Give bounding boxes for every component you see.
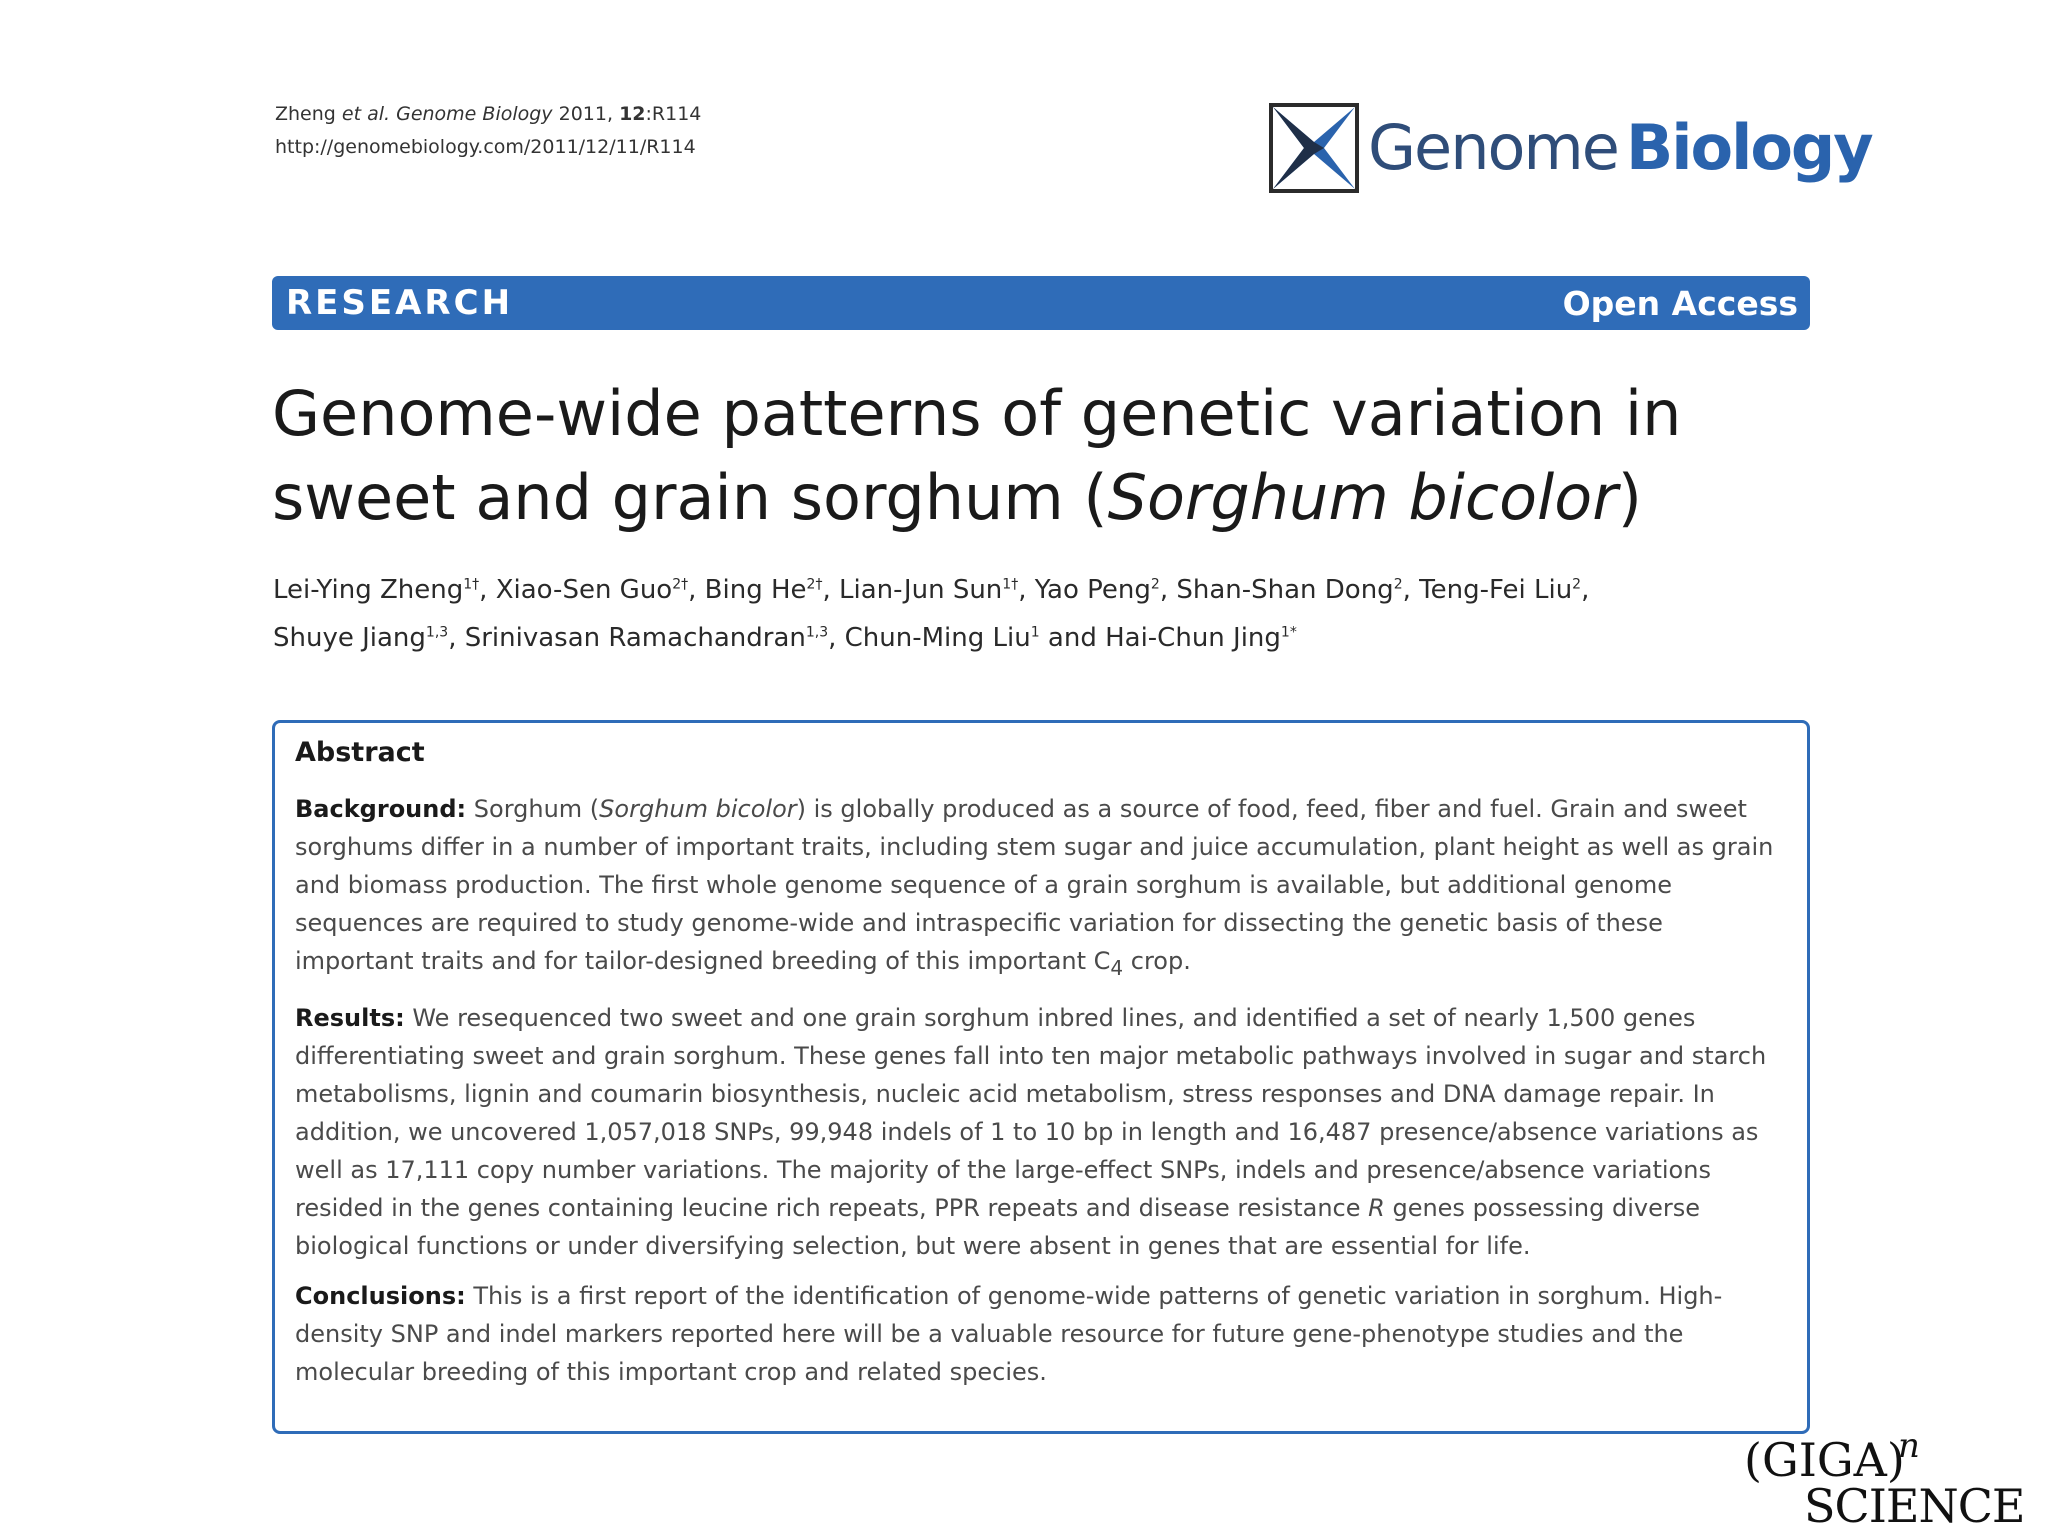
- author-name: Bing He: [704, 575, 807, 605]
- author-name: Xiao-Sen Guo: [495, 575, 673, 605]
- results-label: Results:: [295, 1003, 405, 1032]
- author-name: Yao Peng: [1034, 575, 1151, 605]
- title-close: ): [1617, 461, 1642, 534]
- citation-etal: et al.: [341, 103, 391, 125]
- open-access-label: Open Access: [1562, 283, 1798, 323]
- abstract-background: [295, 790, 1789, 987]
- author-name: Srinivasan Ramachandran: [464, 623, 806, 653]
- citation-line: [275, 98, 701, 131]
- watermark-line2: SCIENCE: [1804, 1479, 2025, 1533]
- citation-year: 2011,: [558, 103, 614, 125]
- author-name: Lian-Jun Sun: [838, 575, 1003, 605]
- author-name: Hai-Chun Jing: [1105, 623, 1281, 653]
- author-affiliation: 1,3: [805, 624, 829, 641]
- abstract-conclusions: [295, 1277, 1789, 1391]
- citation-article: :R114: [645, 103, 702, 125]
- citation-volume: 12: [619, 103, 646, 125]
- author-affiliation: 2: [1393, 576, 1403, 593]
- abstract-heading: Abstract: [295, 737, 425, 768]
- citation-block: [275, 98, 701, 164]
- paper-title: [272, 372, 1832, 540]
- author-list: Lei-Ying Zheng$^{1\dagger}$, Xiao-Sen Guo$^{2\dagger}$, Bing $He^{2\dagger}$, Lian-Jun Sun$^{1\dagger}$, Yao Peng$^2$, Shan-Shan Dong$^2$, Teng-Fei Liu$^2$, Shuye Jiang$^{1,3}$, Srinivasan Ramachandran$^{1,3}$, Chun-Ming Liu$^1$ and Hai-Chun Jing$^{1*}$: [273, 575, 1590, 653]
- background-species: Sorghum bicolor: [599, 795, 797, 823]
- citation-url[interactable]: http://genomebiology.com/2011/12/11/R114: [275, 136, 696, 158]
- author-affiliation: 1*: [1280, 624, 1297, 641]
- author-name: Teng-Fei Liu: [1419, 575, 1573, 605]
- citation-author: Zheng: [275, 103, 336, 125]
- logo-wordmark: [1368, 111, 1872, 184]
- author-affiliation: 1†: [463, 576, 480, 593]
- background-label: Background:: [295, 795, 467, 823]
- article-type-banner: [272, 276, 1810, 330]
- author-name: Shan-Shan Dong: [1176, 575, 1394, 605]
- results-italic: R: [1368, 1193, 1385, 1222]
- author-name: Chun-Ming Liu: [844, 623, 1031, 653]
- citation-journal: Genome Biology: [396, 103, 553, 125]
- gigascience-watermark: [1744, 1426, 2044, 1533]
- watermark-line1: (GIGA): [1744, 1433, 1905, 1487]
- author-affiliation: 2: [1150, 576, 1160, 593]
- abstract-box: [272, 720, 1810, 1434]
- article-type-label: RESEARCH: [286, 283, 514, 323]
- journal-logo-icon: [1268, 102, 1360, 194]
- logo-word-biology: Biology: [1625, 111, 1872, 184]
- author-affiliation: 2†: [672, 576, 689, 593]
- background-subscript: 4: [1110, 955, 1124, 980]
- conclusions-text: This is a first report of the identification of genome-wide patterns of genetic variation in sorghum. High-density SNP and indel markers reported here will be a valuable resource for future gene-phenotype studies and the molecular breeding of this important crop and related species.: [295, 1281, 1723, 1386]
- results-text-b: genes possessing diverse biological functions or under diversifying selection, but were absent in genes that are essential for life.: [295, 1193, 1701, 1260]
- author-affiliation: 2: [1572, 576, 1582, 593]
- title-main: Genome-wide patterns of genetic variation in sweet and grain sorghum (: [272, 377, 1682, 534]
- watermark-superscript: n: [1898, 1426, 1920, 1466]
- abstract-results: [295, 999, 1789, 1265]
- author-name: Shuye Jiang: [273, 623, 426, 653]
- author-affiliation: 1,3: [425, 624, 449, 641]
- author-affiliation: 2†: [806, 576, 823, 593]
- background-text-c: crop.: [1123, 947, 1191, 975]
- results-text-a: We resequenced two sweet and one grain sorghum inbred lines, and identified a set of nearly 1,500 genes differentiating sweet and grain sorghum. These genes fall into ten major metabolic pathways involved in sugar and starch metabolisms, lignin and coumarin biosynthesis, nucleic acid metabolism, stress responses and DNA damage repair. In addition, we uncovered 1,057,018 SNPs, 99,948 indels of 1 to 10 bp in length and 16,487 presence/absence variations as well as 17,111 copy number variations. The majority of the large-effect SNPs, indels and presence/absence variations resided in the genes containing leucine rich repeats, PPR repeats and disease resistance: [295, 1003, 1767, 1222]
- title-species: Sorghum bicolor: [1107, 461, 1618, 534]
- logo-word-genome: Genome: [1368, 111, 1618, 184]
- author-affiliation: 1: [1030, 624, 1040, 641]
- genome-biology-logo: [1268, 100, 1872, 196]
- author-affiliation: 1†: [1002, 576, 1019, 593]
- conclusions-label: Conclusions:: [295, 1281, 466, 1310]
- author-name: Lei-Ying Zheng: [273, 575, 464, 605]
- background-text-a: Sorghum (: [466, 795, 600, 823]
- background-text-b: ) is globally produced as a source of food, feed, fiber and fuel. Grain and sweet sorghums differ in a number of important traits, including stem sugar and juice accumulation, plant height as well as grain and biomass production. The first whole genome sequence of a grain sorghum is available, but additional genome sequences are required to study genome-wide and intraspecific variation for dissecting the genetic basis of these important traits and for tailor-designed breeding of this important C: [295, 795, 1774, 975]
